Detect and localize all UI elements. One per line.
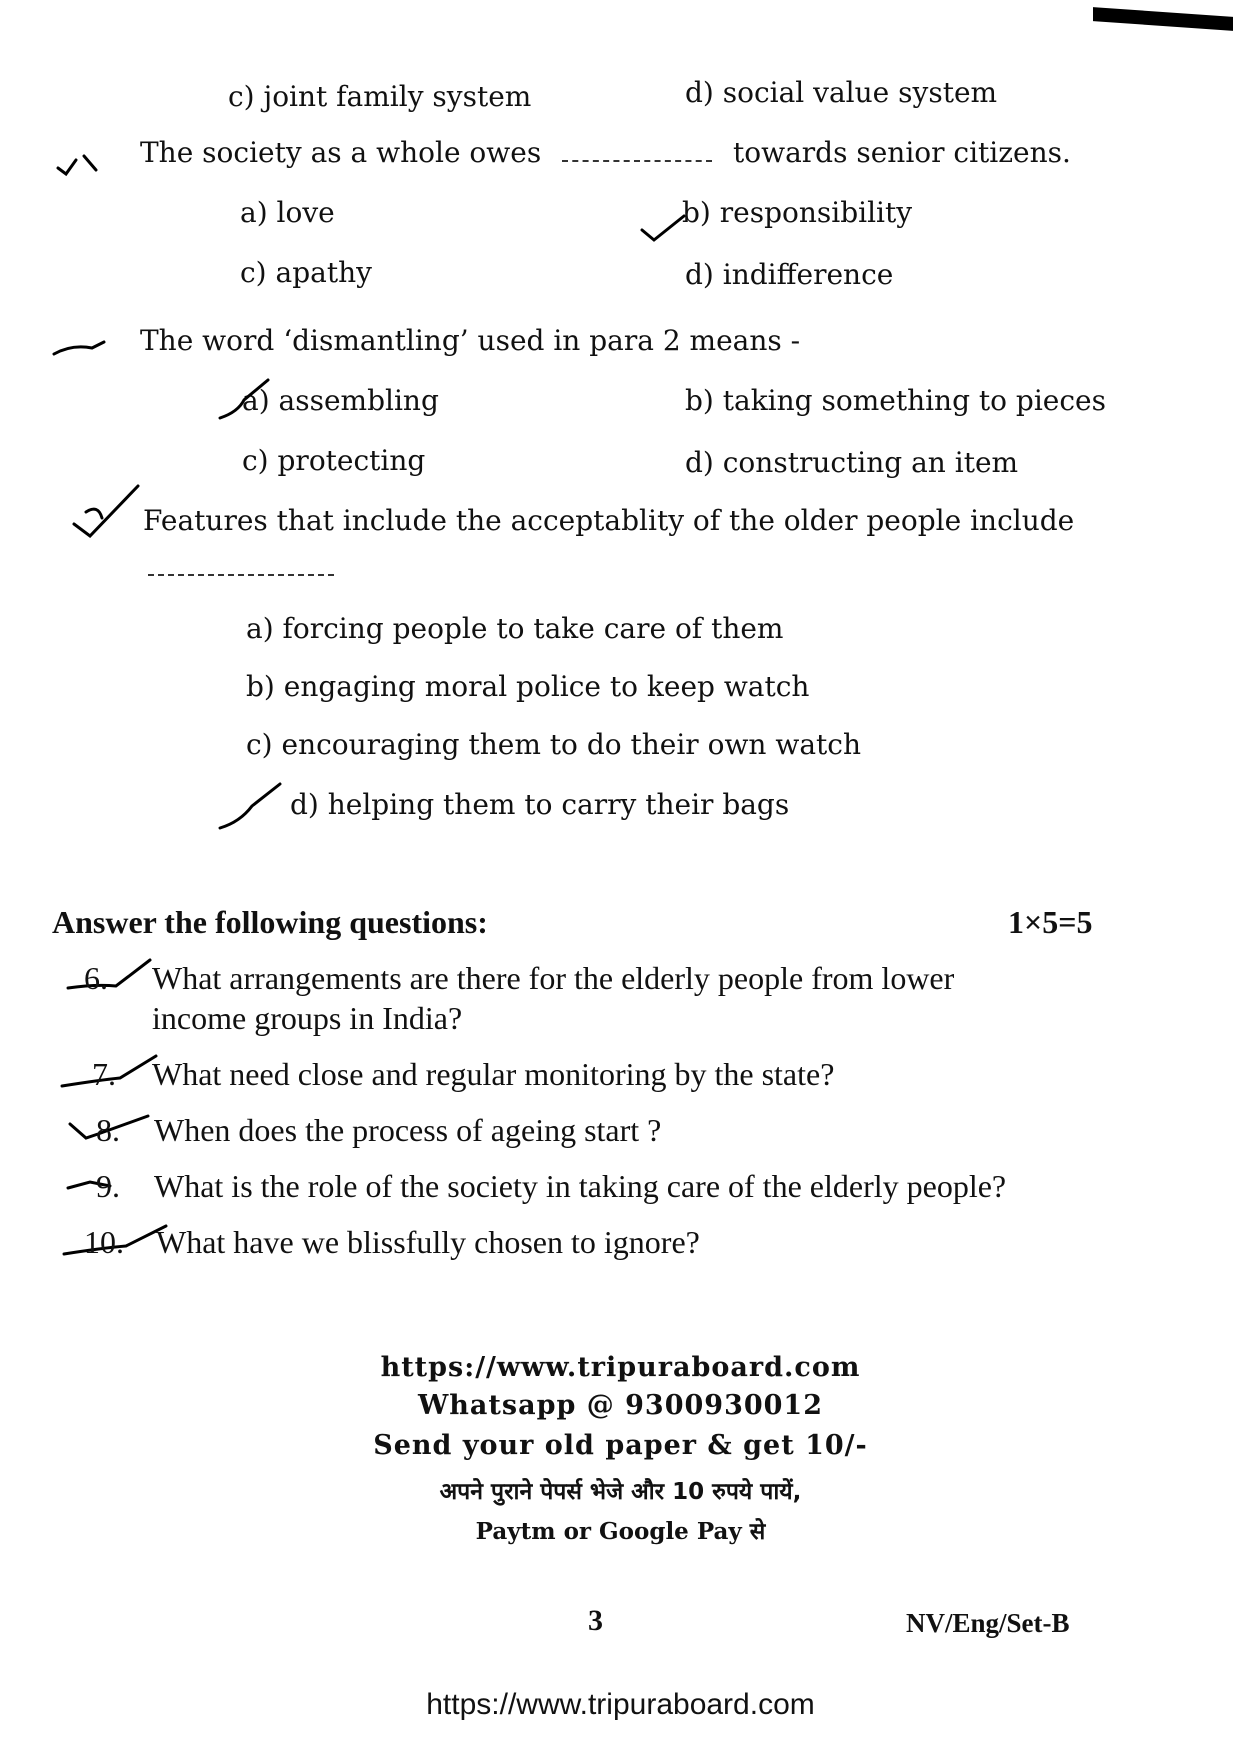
- question-2-tick-mark: [56, 148, 106, 178]
- q2-option-d: d) indifference: [685, 258, 894, 291]
- q3-option-d: d) constructing an item: [685, 446, 1019, 479]
- question-6-tick-mark: [66, 958, 156, 998]
- question-4-text: Features that include the acceptablity of the older people include: [143, 504, 1075, 537]
- question-10-number: 10.: [84, 1224, 124, 1260]
- question-6-number: 6.: [84, 960, 108, 996]
- promo-offer: Send your old paper & get 10/-: [373, 1430, 868, 1461]
- section-title: Answer the following questions:: [52, 904, 488, 940]
- question-2-text-after: towards senior citizens.: [733, 136, 1071, 169]
- question-6-line-1: What arrangements are there for the elderly people from lower: [152, 960, 955, 996]
- question-7-text: What need close and regular monitoring by the state?: [152, 1056, 835, 1092]
- q4-option-d: d) helping them to carry their bags: [290, 788, 790, 821]
- q2-option-c: c) apathy: [240, 256, 372, 289]
- question-8-text: When does the process of ageing start ?: [154, 1112, 662, 1148]
- bottom-url: https://www.tripuraboard.com: [426, 1688, 815, 1721]
- q1-option-c: c) joint family system: [228, 80, 532, 113]
- question-3-text: The word ‘dismantling’ used in para 2 means -: [140, 324, 801, 357]
- question-9-text: What is the role of the society in taking care of the elderly people?: [154, 1168, 1007, 1204]
- q2-option-a: a) love: [240, 196, 335, 229]
- question-4-blank: [148, 574, 334, 576]
- page-number: 3: [588, 1604, 603, 1637]
- paper-code: NV/Eng/Set-B: [906, 1608, 1070, 1638]
- q1-option-d: d) social value system: [685, 76, 998, 109]
- answer-tick-mark: [640, 212, 690, 246]
- promo-hindi: अपने पुराने पेपर्स भेजे और 10 रुपये पायें,: [439, 1479, 802, 1505]
- promo-url: https://www.tripuraboard.com: [380, 1352, 861, 1383]
- question-10-text: What have we blissfully chosen to ignore?: [156, 1224, 700, 1260]
- q3-option-a: a) assembling: [242, 384, 439, 417]
- q4-option-c: c) encouraging them to do their own watch: [246, 728, 861, 761]
- answer-tick-mark: [218, 782, 288, 834]
- q4-option-a: a) forcing people to take care of them: [246, 612, 784, 645]
- promo-whatsapp: Whatsapp @ 9300930012: [417, 1390, 824, 1421]
- question-2-text-before: The society as a whole owes: [140, 136, 542, 169]
- scan-edge-mark: [1093, 7, 1233, 31]
- question-4-tick-mark: [72, 484, 142, 544]
- question-9-number: 9.: [96, 1168, 120, 1204]
- question-3-tick-mark: [52, 334, 112, 360]
- q2-option-b: b) responsibility: [682, 196, 913, 229]
- question-2-text: [140, 136, 1071, 169]
- question-6-line-2: income groups in India?: [152, 1000, 463, 1036]
- question-7-number: 7.: [92, 1056, 116, 1092]
- q4-option-b: b) engaging moral police to keep watch: [246, 670, 810, 703]
- section-marks: 1×5=5: [1008, 904, 1093, 940]
- promo-payment: Paytm or Google Pay से: [475, 1518, 766, 1545]
- question-2-blank: [562, 160, 712, 162]
- q3-option-c: c) protecting: [242, 444, 426, 477]
- answer-tick-mark: [218, 378, 278, 424]
- question-8-number: 8.: [96, 1112, 120, 1148]
- q3-option-b: b) taking something to pieces: [685, 384, 1106, 417]
